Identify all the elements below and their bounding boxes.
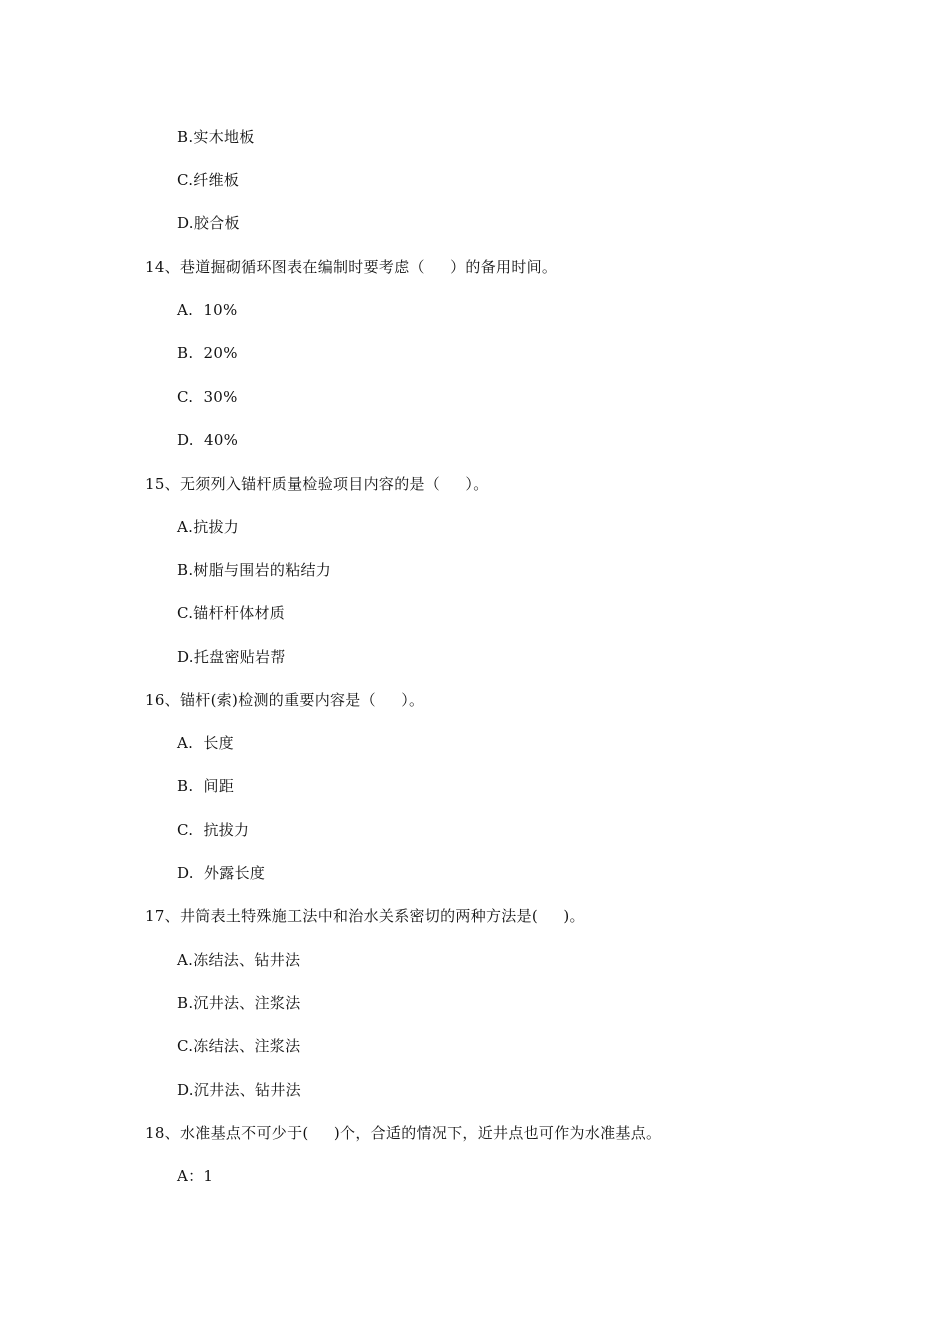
question-18-option-a: A：1 — [177, 1167, 214, 1185]
question-15: 15、无须列入锚杆质量检验项目内容的是（ ）。 — [145, 475, 489, 493]
question-16-option-c: C. 抗拔力 — [177, 821, 250, 839]
question-14-option-b: B. 20% — [177, 344, 238, 362]
option-c-fiberboard: C.纤维板 — [177, 171, 240, 189]
question-14-option-a: A. 10% — [177, 301, 238, 319]
question-14: 14、巷道掘砌循环图表在编制时要考虑（ ）的备用时间。 — [145, 258, 558, 276]
question-14-option-d: D. 40% — [177, 431, 239, 449]
question-17: 17、井筒表土特殊施工法中和治水关系密切的两种方法是( )。 — [145, 907, 585, 925]
question-15-option-c: C.锚杆杆体材质 — [177, 604, 286, 622]
question-17-option-b: B.沉井法、注浆法 — [177, 994, 301, 1012]
question-16: 16、锚杆(索)检测的重要内容是（ ）。 — [145, 691, 425, 709]
question-15-option-b: B.树脂与围岩的粘结力 — [177, 561, 332, 579]
question-16-option-a: A. 长度 — [177, 734, 234, 752]
question-15-option-d: D.托盘密贴岩帮 — [177, 648, 286, 666]
question-17-option-c: C.冻结法、注浆法 — [177, 1037, 301, 1055]
question-14-option-c: C. 30% — [177, 388, 238, 406]
question-16-option-b: B. 间距 — [177, 777, 235, 795]
question-16-option-d: D. 外露长度 — [177, 864, 266, 882]
question-18: 18、水准基点不可少于( )个，合适的情况下，近井点也可作为水准基点。 — [145, 1124, 662, 1142]
option-d-plywood: D.胶合板 — [177, 214, 240, 232]
question-17-option-a: A.冻结法、钻井法 — [177, 951, 301, 969]
question-15-option-a: A.抗拔力 — [177, 518, 240, 536]
question-17-option-d: D.沉井法、钻井法 — [177, 1081, 301, 1099]
option-b-solid-wood-floor: B.实木地板 — [177, 128, 255, 146]
